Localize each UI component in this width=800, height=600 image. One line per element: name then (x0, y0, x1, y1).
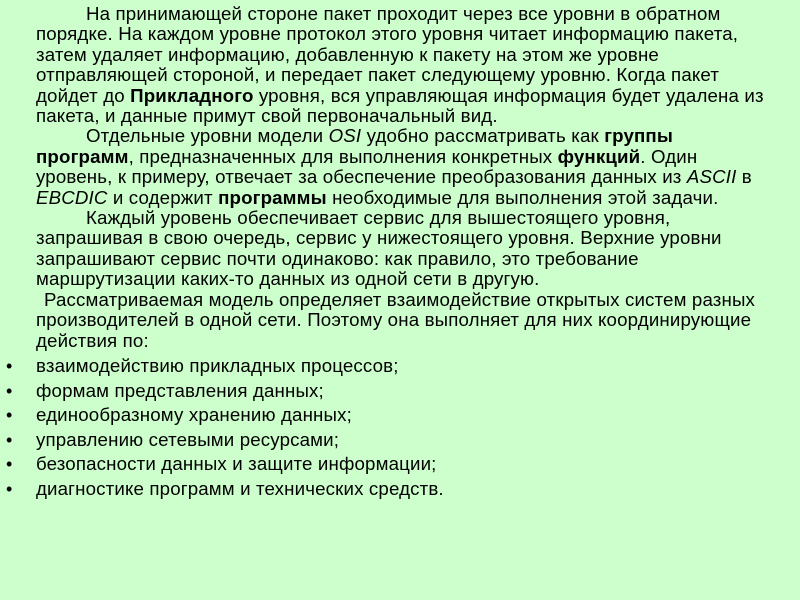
paragraph-4 (36, 290, 774, 351)
list-item-text: управлению сетевыми ресурсами; (36, 428, 340, 450)
list-item-text: безопасности данных и защите информации; (36, 453, 437, 475)
paragraph-1 (36, 4, 774, 126)
text-run: удобно рассматривать как (361, 125, 605, 147)
bullet-icon: • (6, 454, 13, 475)
coordination-list (6, 354, 774, 502)
text-run: уровня, вся управляющая информация будет удалена из пакета, и данные примут свой первоначальный вид. (36, 84, 764, 127)
bullet-icon: • (6, 429, 13, 450)
list-item (6, 428, 774, 453)
bullet-icon: • (6, 478, 13, 499)
italic-text-run: EBCDIC (36, 186, 108, 208)
bullet-icon: • (6, 380, 13, 401)
text-run: . Один уровень, к примеру, отвечает за обеспечение преобразования данных из (36, 145, 698, 188)
paragraph-2 (36, 126, 774, 208)
list-item-text: диагностике программ и технических средств. (36, 477, 444, 499)
bold-text-run: программы (218, 186, 327, 208)
list-item (6, 477, 774, 502)
text-run: необходимые для выполнения этой задачи. (326, 186, 719, 208)
list-item (6, 403, 774, 428)
list-item-text: формам представления данных; (36, 379, 324, 401)
bullet-icon: • (6, 405, 13, 426)
text-run: Рассматриваемая модель определяет взаимодействие открытых систем разных производителей в одной сети. Поэтому она выполняет для них координирующие действия по: (36, 288, 756, 351)
text-run: и содержит (107, 186, 219, 208)
text-run: На принимающей стороне пакет проходит через все уровни в обратном порядке. На каждом уровне протокол этого уровня читает информацию пакета, затем удаляет информацию, добавленную к пакету на этом же уровне отправляющей стороной, и передает пакет следующему уровню. Когда пакет дойдет до (36, 3, 739, 106)
bullet-icon: • (6, 355, 13, 376)
text-run: , предназначенных для выполнения конкретных (128, 145, 558, 167)
italic-text-run: OSI (328, 125, 362, 147)
text-run: Отдельные уровни модели (86, 125, 329, 147)
paragraph-3 (36, 208, 774, 290)
text-run: Каждый уровень обеспечивает сервис для вышестоящего уровня, запрашивая в свою очередь, сервис у нижестоящего уровня. Верхние уровни запрашивают сервис почти одинаково: как правило, это требование маршрутизации каких-то данных из одной сети в другую. (36, 207, 722, 290)
bold-text-run: группы программ (36, 125, 673, 167)
list-item-text: единообразному хранению данных; (36, 404, 352, 426)
list-item (6, 379, 774, 404)
list-item (6, 452, 774, 477)
italic-text-run: ASCII (686, 166, 737, 188)
bold-text-run: Прикладного (130, 84, 254, 106)
text-run: в (736, 166, 752, 188)
list-item-text: взаимодействию прикладных процессов; (36, 354, 399, 376)
bold-text-run: функций (557, 145, 641, 167)
list-item (6, 354, 774, 379)
